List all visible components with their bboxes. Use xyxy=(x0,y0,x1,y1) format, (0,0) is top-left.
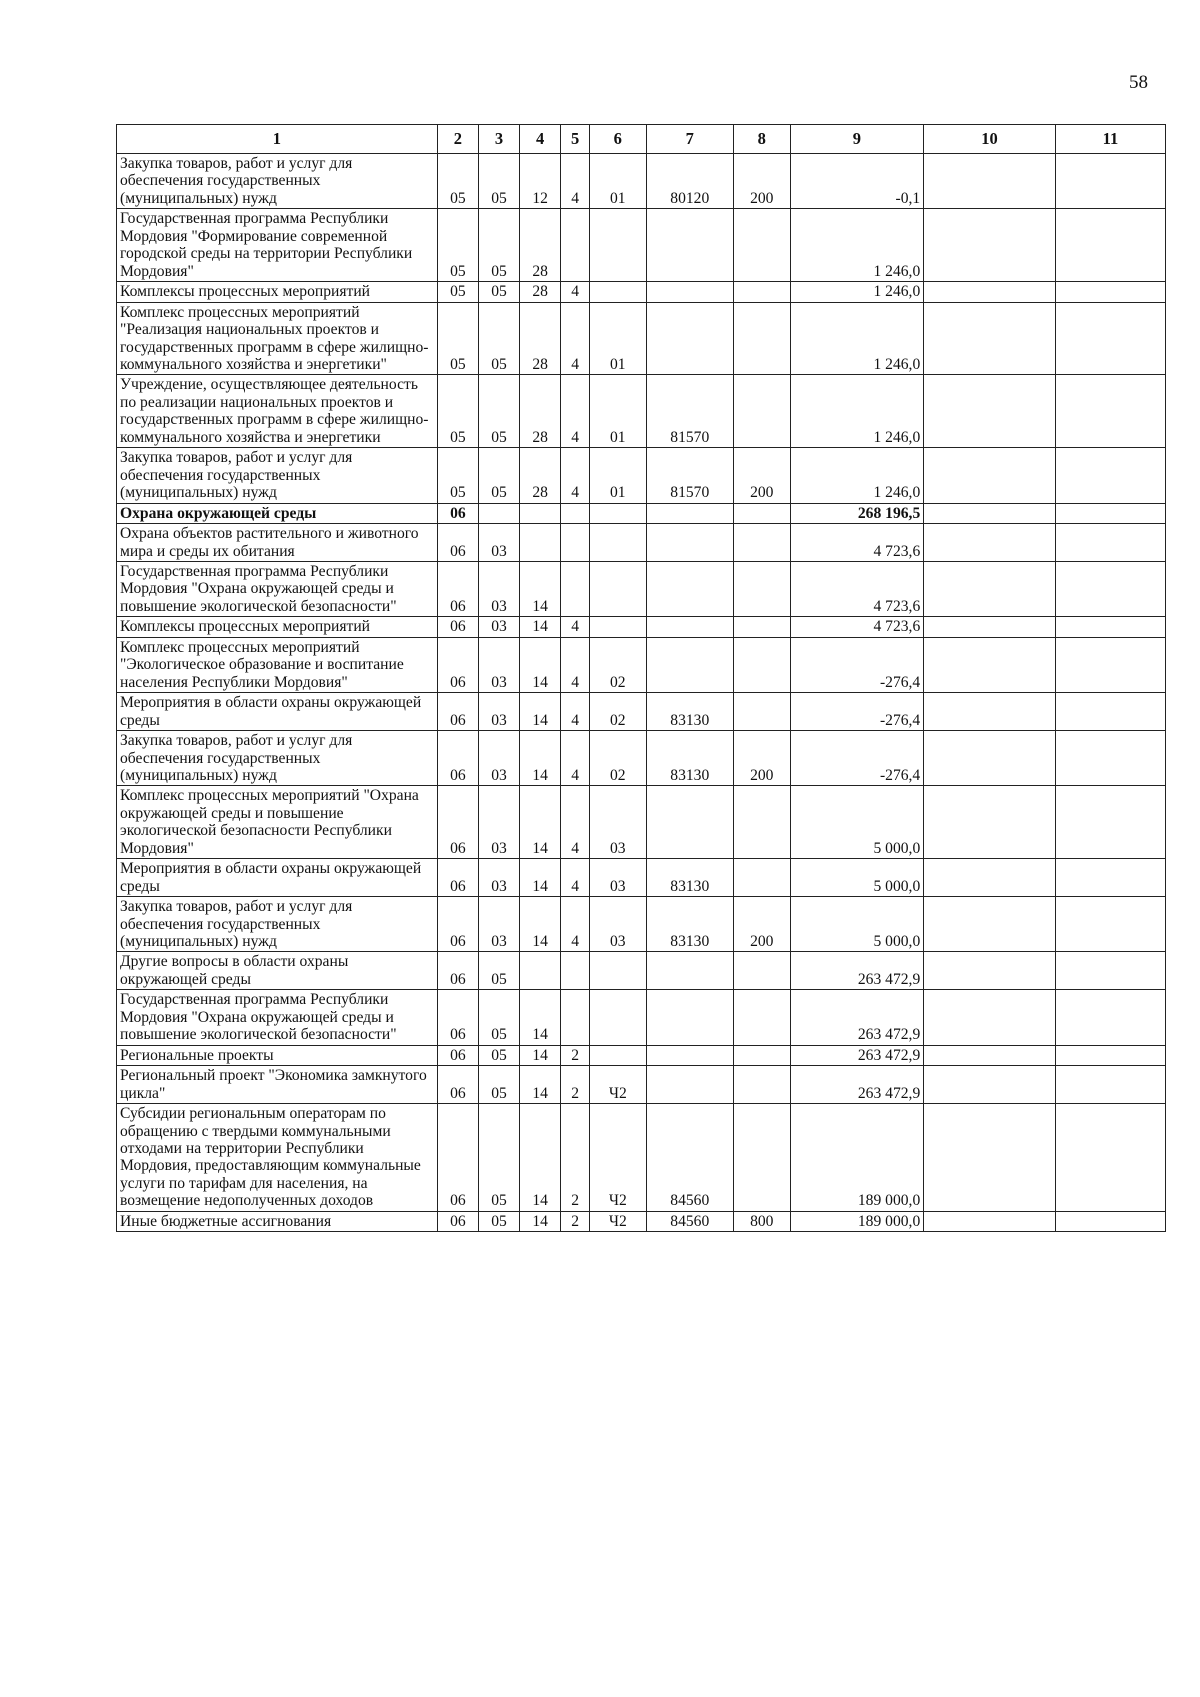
col-10-value xyxy=(924,786,1056,859)
code-subsection: 03 xyxy=(478,859,519,897)
code-program: 28 xyxy=(520,282,561,302)
code-program: 28 xyxy=(520,448,561,503)
col-10-value xyxy=(924,990,1056,1045)
col-11-value xyxy=(1055,617,1165,637)
col-10-value xyxy=(924,302,1056,375)
item-name: Учреждение, осуществляющее деятельность по реализации национальных проектов и государственных программ в сфере жилищно-коммунального хозяйства и энергетики xyxy=(117,375,438,448)
code-section: 05 xyxy=(437,154,478,209)
table-row xyxy=(117,302,1166,375)
code-event xyxy=(590,1045,647,1065)
amount: -276,4 xyxy=(790,637,924,692)
code-subsection: 05 xyxy=(478,990,519,1045)
code-direction: 83130 xyxy=(646,731,733,786)
col-11-value xyxy=(1055,154,1165,209)
code-subprogram xyxy=(561,561,590,616)
amount: 1 246,0 xyxy=(790,209,924,282)
code-expense-type xyxy=(733,1066,790,1104)
code-subsection: 05 xyxy=(478,952,519,990)
code-direction xyxy=(646,524,733,562)
code-expense-type xyxy=(733,952,790,990)
code-direction xyxy=(646,952,733,990)
code-subsection: 05 xyxy=(478,1045,519,1065)
code-section: 06 xyxy=(437,786,478,859)
code-expense-type xyxy=(733,503,790,523)
item-name: Мероприятия в области охраны окружающей среды xyxy=(117,859,438,897)
amount: 1 246,0 xyxy=(790,448,924,503)
code-program: 28 xyxy=(520,375,561,448)
col-11-value xyxy=(1055,209,1165,282)
code-subsection: 05 xyxy=(478,448,519,503)
col-10-value xyxy=(924,1066,1056,1104)
table-row xyxy=(117,448,1166,503)
code-subprogram: 4 xyxy=(561,859,590,897)
amount: 189 000,0 xyxy=(790,1211,924,1231)
item-name: Иные бюджетные ассигнования xyxy=(117,1211,438,1231)
code-expense-type xyxy=(733,302,790,375)
code-event: 01 xyxy=(590,375,647,448)
code-direction: 83130 xyxy=(646,897,733,952)
col-10-value xyxy=(924,731,1056,786)
code-section: 06 xyxy=(437,952,478,990)
code-event xyxy=(590,503,647,523)
item-name: Субсидии региональным операторам по обращению с твердыми коммунальными отходами на территории Республики Мордовия, предоставляющим коммунальные услуги по тарифам для населения, на возмещение недополученных доходов xyxy=(117,1104,438,1212)
amount: 5 000,0 xyxy=(790,897,924,952)
code-section: 06 xyxy=(437,990,478,1045)
code-subsection: 05 xyxy=(478,282,519,302)
code-direction xyxy=(646,1045,733,1065)
code-direction xyxy=(646,561,733,616)
code-subprogram: 4 xyxy=(561,897,590,952)
code-subsection: 03 xyxy=(478,897,519,952)
code-section: 06 xyxy=(437,1066,478,1104)
code-section: 06 xyxy=(437,731,478,786)
amount: -0,1 xyxy=(790,154,924,209)
code-expense-type: 200 xyxy=(733,897,790,952)
code-direction xyxy=(646,617,733,637)
col-10-value xyxy=(924,1045,1056,1065)
code-subprogram xyxy=(561,990,590,1045)
code-subprogram: 4 xyxy=(561,448,590,503)
amount: 4 723,6 xyxy=(790,561,924,616)
code-direction xyxy=(646,209,733,282)
code-event xyxy=(590,617,647,637)
code-event: 03 xyxy=(590,859,647,897)
item-name: Комплекс процессных мероприятий "Реализация национальных проектов и государственных программ в сфере жилищно-коммунального хозяйства и энергетики" xyxy=(117,302,438,375)
code-subsection: 03 xyxy=(478,561,519,616)
code-subprogram: 2 xyxy=(561,1066,590,1104)
amount: 4 723,6 xyxy=(790,524,924,562)
col-header: 1 xyxy=(117,125,438,154)
code-subprogram: 2 xyxy=(561,1045,590,1065)
code-section: 05 xyxy=(437,448,478,503)
code-subprogram: 4 xyxy=(561,282,590,302)
code-event: 02 xyxy=(590,693,647,731)
code-program xyxy=(520,952,561,990)
code-direction xyxy=(646,302,733,375)
code-subsection: 05 xyxy=(478,375,519,448)
item-name: Комплекс процессных мероприятий "Охрана окружающей среды и повышение экологической безопасности Республики Мордовия" xyxy=(117,786,438,859)
code-subprogram xyxy=(561,503,590,523)
code-subprogram: 4 xyxy=(561,154,590,209)
code-subprogram xyxy=(561,209,590,282)
code-subsection xyxy=(478,503,519,523)
code-direction: 81570 xyxy=(646,375,733,448)
col-header: 11 xyxy=(1055,125,1165,154)
amount: -276,4 xyxy=(790,731,924,786)
col-header: 9 xyxy=(790,125,924,154)
code-program: 14 xyxy=(520,897,561,952)
code-expense-type xyxy=(733,561,790,616)
code-direction xyxy=(646,637,733,692)
code-event xyxy=(590,561,647,616)
code-program: 14 xyxy=(520,786,561,859)
code-event: 03 xyxy=(590,786,647,859)
amount: 189 000,0 xyxy=(790,1104,924,1212)
code-subsection: 05 xyxy=(478,1211,519,1231)
code-direction: 83130 xyxy=(646,859,733,897)
col-11-value xyxy=(1055,375,1165,448)
table-row xyxy=(117,1066,1166,1104)
code-event: 02 xyxy=(590,731,647,786)
code-subsection: 03 xyxy=(478,693,519,731)
code-direction xyxy=(646,990,733,1045)
item-name: Комплекс процессных мероприятий "Экологическое образование и воспитание населения Республики Мордовия" xyxy=(117,637,438,692)
col-10-value xyxy=(924,503,1056,523)
col-header: 3 xyxy=(478,125,519,154)
col-10-value xyxy=(924,952,1056,990)
code-event: 01 xyxy=(590,302,647,375)
code-section: 05 xyxy=(437,282,478,302)
code-subsection: 05 xyxy=(478,302,519,375)
item-name: Государственная программа Республики Мордовия "Охрана окружающей среды и повышение экологической безопасности" xyxy=(117,561,438,616)
code-program: 12 xyxy=(520,154,561,209)
col-header: 7 xyxy=(646,125,733,154)
amount: 4 723,6 xyxy=(790,617,924,637)
code-expense-type xyxy=(733,209,790,282)
col-10-value xyxy=(924,448,1056,503)
code-direction: 83130 xyxy=(646,693,733,731)
item-name: Закупка товаров, работ и услуг для обеспечения государственных (муниципальных) нужд xyxy=(117,897,438,952)
table-row xyxy=(117,693,1166,731)
code-direction: 80120 xyxy=(646,154,733,209)
code-event: Ч2 xyxy=(590,1104,647,1212)
table-row xyxy=(117,731,1166,786)
code-event: 03 xyxy=(590,897,647,952)
code-event xyxy=(590,952,647,990)
code-expense-type xyxy=(733,282,790,302)
amount: 263 472,9 xyxy=(790,1045,924,1065)
col-10-value xyxy=(924,375,1056,448)
col-11-value xyxy=(1055,859,1165,897)
code-program: 14 xyxy=(520,693,561,731)
col-header: 4 xyxy=(520,125,561,154)
col-11-value xyxy=(1055,561,1165,616)
col-11-value xyxy=(1055,1104,1165,1212)
code-expense-type xyxy=(733,1104,790,1212)
code-subsection: 03 xyxy=(478,731,519,786)
code-event: 01 xyxy=(590,154,647,209)
code-subsection: 03 xyxy=(478,524,519,562)
col-11-value xyxy=(1055,990,1165,1045)
table-row xyxy=(117,524,1166,562)
code-program xyxy=(520,524,561,562)
code-expense-type: 800 xyxy=(733,1211,790,1231)
code-direction xyxy=(646,1066,733,1104)
code-expense-type xyxy=(733,637,790,692)
table-row xyxy=(117,1045,1166,1065)
item-name: Охрана объектов растительного и животного мира и среды их обитания xyxy=(117,524,438,562)
code-expense-type xyxy=(733,786,790,859)
amount: -276,4 xyxy=(790,693,924,731)
col-10-value xyxy=(924,617,1056,637)
col-10-value xyxy=(924,897,1056,952)
code-section: 06 xyxy=(437,561,478,616)
header-row xyxy=(117,125,1166,154)
code-event xyxy=(590,282,647,302)
code-subprogram: 4 xyxy=(561,731,590,786)
code-direction: 84560 xyxy=(646,1211,733,1231)
table-row xyxy=(117,561,1166,616)
col-11-value xyxy=(1055,1045,1165,1065)
code-section: 06 xyxy=(437,503,478,523)
table-row xyxy=(117,503,1166,523)
col-11-value xyxy=(1055,524,1165,562)
code-section: 06 xyxy=(437,1045,478,1065)
code-direction: 84560 xyxy=(646,1104,733,1212)
code-direction xyxy=(646,503,733,523)
item-name: Государственная программа Республики Мордовия "Охрана окружающей среды и повышение экологической безопасности" xyxy=(117,990,438,1045)
table-row xyxy=(117,859,1166,897)
code-subsection: 05 xyxy=(478,1066,519,1104)
code-event: 02 xyxy=(590,637,647,692)
table-row xyxy=(117,990,1166,1045)
code-program: 14 xyxy=(520,1104,561,1212)
item-name: Комплексы процессных мероприятий xyxy=(117,617,438,637)
code-section: 05 xyxy=(437,375,478,448)
code-subprogram: 4 xyxy=(561,637,590,692)
table-row xyxy=(117,1104,1166,1212)
col-11-value xyxy=(1055,637,1165,692)
code-section: 06 xyxy=(437,859,478,897)
code-expense-type xyxy=(733,617,790,637)
code-direction xyxy=(646,786,733,859)
code-subsection: 03 xyxy=(478,617,519,637)
code-subsection: 05 xyxy=(478,154,519,209)
col-11-value xyxy=(1055,448,1165,503)
code-expense-type: 200 xyxy=(733,154,790,209)
amount: 268 196,5 xyxy=(790,503,924,523)
code-section: 06 xyxy=(437,1211,478,1231)
col-header: 10 xyxy=(924,125,1056,154)
table-body xyxy=(117,154,1166,1232)
col-11-value xyxy=(1055,952,1165,990)
amount: 263 472,9 xyxy=(790,952,924,990)
col-10-value xyxy=(924,154,1056,209)
table-row xyxy=(117,282,1166,302)
table-row xyxy=(117,897,1166,952)
code-program xyxy=(520,503,561,523)
col-10-value xyxy=(924,561,1056,616)
code-program: 14 xyxy=(520,1045,561,1065)
col-10-value xyxy=(924,693,1056,731)
table-row xyxy=(117,1211,1166,1231)
code-expense-type: 200 xyxy=(733,731,790,786)
code-event: 01 xyxy=(590,448,647,503)
code-subprogram: 4 xyxy=(561,786,590,859)
amount: 1 246,0 xyxy=(790,282,924,302)
amount: 263 472,9 xyxy=(790,990,924,1045)
item-name: Государственная программа Республики Мордовия "Формирование современной городской среды на территории Республики Мордовия" xyxy=(117,209,438,282)
code-section: 05 xyxy=(437,209,478,282)
col-10-value xyxy=(924,524,1056,562)
code-subprogram xyxy=(561,524,590,562)
col-11-value xyxy=(1055,897,1165,952)
col-10-value xyxy=(924,637,1056,692)
code-program: 14 xyxy=(520,617,561,637)
amount: 1 246,0 xyxy=(790,375,924,448)
code-subprogram: 2 xyxy=(561,1211,590,1231)
table-row xyxy=(117,154,1166,209)
code-subprogram: 2 xyxy=(561,1104,590,1212)
code-section: 06 xyxy=(437,524,478,562)
item-name: Закупка товаров, работ и услуг для обеспечения государственных (муниципальных) нужд xyxy=(117,731,438,786)
code-section: 06 xyxy=(437,637,478,692)
code-section: 06 xyxy=(437,693,478,731)
code-subprogram xyxy=(561,952,590,990)
col-10-value xyxy=(924,1211,1056,1231)
col-11-value xyxy=(1055,1066,1165,1104)
item-name: Охрана окружающей среды xyxy=(117,503,438,523)
table-row xyxy=(117,952,1166,990)
page-number: 58 xyxy=(1129,72,1148,93)
col-header: 6 xyxy=(590,125,647,154)
code-expense-type xyxy=(733,693,790,731)
code-program: 28 xyxy=(520,209,561,282)
code-program: 14 xyxy=(520,1211,561,1231)
budget-table xyxy=(116,124,1166,1232)
table-row xyxy=(117,786,1166,859)
amount: 5 000,0 xyxy=(790,786,924,859)
col-10-value xyxy=(924,209,1056,282)
code-subsection: 05 xyxy=(478,209,519,282)
code-subprogram: 4 xyxy=(561,302,590,375)
code-direction: 81570 xyxy=(646,448,733,503)
amount: 5 000,0 xyxy=(790,859,924,897)
code-event xyxy=(590,524,647,562)
col-11-value xyxy=(1055,786,1165,859)
col-11-value xyxy=(1055,302,1165,375)
code-expense-type: 200 xyxy=(733,448,790,503)
code-subsection: 05 xyxy=(478,1104,519,1212)
col-11-value xyxy=(1055,503,1165,523)
code-program: 14 xyxy=(520,637,561,692)
col-header: 5 xyxy=(561,125,590,154)
code-subprogram: 4 xyxy=(561,617,590,637)
col-10-value xyxy=(924,859,1056,897)
table-row xyxy=(117,637,1166,692)
item-name: Региональный проект "Экономика замкнутого цикла" xyxy=(117,1066,438,1104)
code-program: 14 xyxy=(520,561,561,616)
col-header: 2 xyxy=(437,125,478,154)
code-event: Ч2 xyxy=(590,1211,647,1231)
code-expense-type xyxy=(733,375,790,448)
item-name: Закупка товаров, работ и услуг для обеспечения государственных (муниципальных) нужд xyxy=(117,448,438,503)
code-section: 06 xyxy=(437,897,478,952)
code-subsection: 03 xyxy=(478,786,519,859)
code-expense-type xyxy=(733,524,790,562)
code-subprogram: 4 xyxy=(561,693,590,731)
code-section: 06 xyxy=(437,1104,478,1212)
amount: 263 472,9 xyxy=(790,1066,924,1104)
code-direction xyxy=(646,282,733,302)
col-10-value xyxy=(924,1104,1056,1212)
table-row xyxy=(117,209,1166,282)
col-10-value xyxy=(924,282,1056,302)
amount: 1 246,0 xyxy=(790,302,924,375)
code-event xyxy=(590,990,647,1045)
item-name: Региональные проекты xyxy=(117,1045,438,1065)
code-program: 14 xyxy=(520,1066,561,1104)
code-event xyxy=(590,209,647,282)
item-name: Комплексы процессных мероприятий xyxy=(117,282,438,302)
item-name: Закупка товаров, работ и услуг для обеспечения государственных (муниципальных) нужд xyxy=(117,154,438,209)
table-row xyxy=(117,617,1166,637)
code-event: Ч2 xyxy=(590,1066,647,1104)
code-program: 14 xyxy=(520,990,561,1045)
code-program: 14 xyxy=(520,859,561,897)
code-subsection: 03 xyxy=(478,637,519,692)
code-section: 05 xyxy=(437,302,478,375)
table-row xyxy=(117,375,1166,448)
code-expense-type xyxy=(733,1045,790,1065)
col-11-value xyxy=(1055,693,1165,731)
col-11-value xyxy=(1055,1211,1165,1231)
code-section: 06 xyxy=(437,617,478,637)
item-name: Другие вопросы в области охраны окружающей среды xyxy=(117,952,438,990)
code-subprogram: 4 xyxy=(561,375,590,448)
col-11-value xyxy=(1055,282,1165,302)
item-name: Мероприятия в области охраны окружающей среды xyxy=(117,693,438,731)
code-expense-type xyxy=(733,859,790,897)
code-expense-type xyxy=(733,990,790,1045)
col-header: 8 xyxy=(733,125,790,154)
code-program: 28 xyxy=(520,302,561,375)
code-program: 14 xyxy=(520,731,561,786)
col-11-value xyxy=(1055,731,1165,786)
